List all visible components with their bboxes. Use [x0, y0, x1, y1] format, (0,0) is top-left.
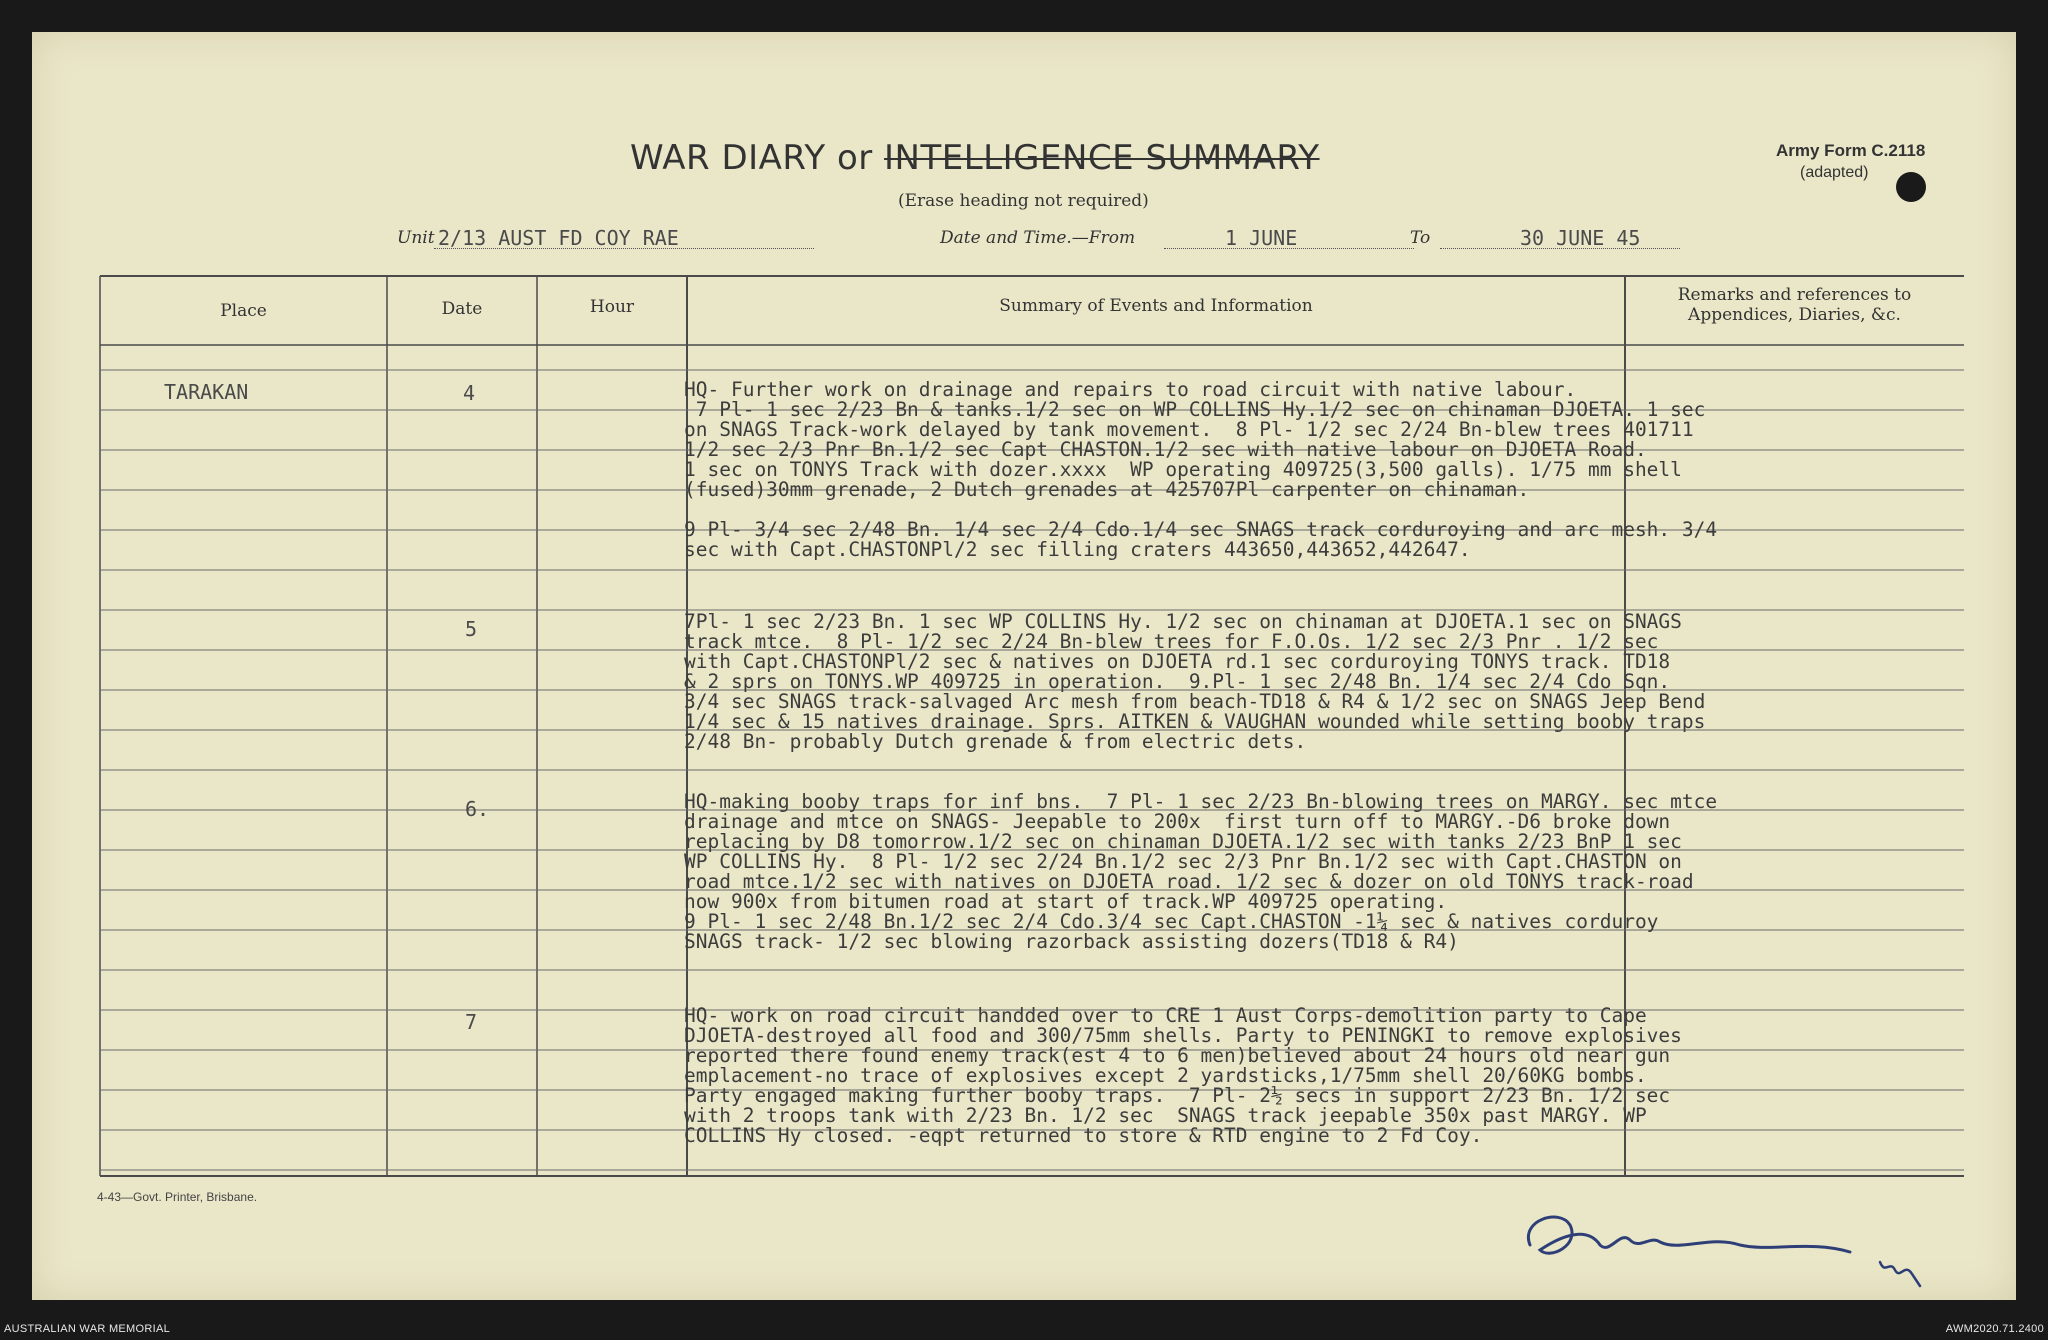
entry-line: 2/48 Bn- probably Dutch grenade & from electric dets. [684, 730, 1307, 753]
heading-note: (Erase heading not required) [898, 191, 1149, 211]
entry-line: WP COLLINS Hy. 8 Pl- 1/2 sec 2/24 Bn.1/2 sec 2/3 Pnr Bn.1/2 sec with Capt.CHASTON on [684, 850, 1682, 873]
entry-line: drainage and mtce on SNAGS- Jeepable to 200x first turn off to MARGY.-D6 broke down [684, 810, 1671, 833]
place-value: TARAKAN [164, 380, 249, 404]
entry-line: 3/4 sec SNAGS track-salvaged Arc mesh from beach-TD18 & R4 & 1/2 sec on SNAGS Jeep Bend [684, 690, 1706, 713]
entry-line: 9 Pl- 3/4 sec 2/48 Bn. 1/4 sec 2/4 Cdo.1/4 sec SNAGS track corduroying and arc mesh. 3/4 [684, 518, 1718, 541]
entry-line: 7Pl- 1 sec 2/23 Bn. 1 sec WP COLLINS Hy. 1/2 sec on chinaman at DJOETA.1 sec on SNAGS [684, 610, 1682, 633]
entry-line: sec with Capt.CHASTONPl/2 sec filling craters 443650,443652,442647. [684, 538, 1471, 561]
signature [1510, 1190, 1950, 1290]
entry-line: with Capt.CHASTONPl/2 sec & natives on DJOETA rd.1 sec corduroying TONYS track. TD18 [684, 650, 1671, 673]
entry-text [684, 612, 1994, 752]
entry-line: SNAGS track- 1/2 sec blowing razorback assisting dozers(TD18 & R4) [684, 930, 1459, 953]
to-label: To [1410, 228, 1431, 248]
entry-line: with 2 troops tank with 2/23 Bn. 1/2 sec SNAGS track jeepable 350x past MARGY. WP [684, 1104, 1647, 1127]
entry-line: reported there found enemy track(est 4 to 6 men)believed about 24 hours old near gun [684, 1044, 1671, 1067]
entry-line: now 900x from bitumen road at start of track.WP 409725 operating. [684, 890, 1448, 913]
entry-line [684, 500, 1994, 520]
archive-reference: AWM2020.71.2400 [1945, 1323, 2044, 1335]
col-place: Place [220, 301, 267, 321]
entry-line: DJOETA-destroyed all food and 300/75mm shells. Party to PENINGKI to remove explosives [684, 1024, 1682, 1047]
entry-line: HQ- Further work on drainage and repairs to road circuit with native labour. [684, 378, 1577, 401]
entry-date: 6. [465, 797, 490, 821]
entry-line: Party engaged making further booby traps. 7 Pl- 2½ secs in support 2/23 Bn. 1/2 sec [684, 1084, 1671, 1107]
entry-line: (fused)30mm grenade, 2 Dutch grenades at 425707Pl carpenter on chinaman. [684, 478, 1530, 501]
army-form-label: Army Form C.2118 [1776, 141, 1926, 160]
entry-line: replacing by D8 tomorrow.1/2 sec on chinaman DJOETA.1/2 sec with tanks 2/23 BnP 1 sec [684, 830, 1682, 853]
col-remarks-line2: Appendices, Diaries, &c. [1688, 305, 1901, 325]
col-summary: Summary of Events and Information [999, 296, 1313, 316]
printer-imprint: 4-43—Govt. Printer, Brisbane. [97, 1190, 258, 1204]
entry-line: COLLINS Hy closed. -eqpt returned to store & RTD engine to 2 Fd Coy. [684, 1124, 1483, 1147]
entry-line: HQ- work on road circuit handded over to CRE 1 Aust Corps-demolition party to Cape [684, 1004, 1647, 1027]
diary-heading [630, 138, 1320, 178]
col-hour: Hour [589, 297, 635, 317]
entry-line: & 2 sprs on TONYS.WP 409725 in operation. 9.Pl- 1 sec 2/48 Bn. 1/4 sec 2/4 Cdo Sqn. [684, 670, 1671, 693]
entry-line: 7 Pl- 1 sec 2/23 Bn & tanks.1/2 sec on WP COLLINS Hy.1/2 sec on chinaman DJOETA. 1 sec [684, 398, 1706, 421]
entry-text [684, 1006, 1994, 1146]
entry-line: 1/2 sec 2/3 Pnr Bn.1/2 sec Capt CHASTON.1/2 sec with native labour on DJOETA Road. [684, 438, 1647, 461]
entry-line: track mtce. 8 Pl- 1/2 sec 2/24 Bn-blew trees for F.O.Os. 1/2 sec 2/3 Pnr . 1/2 sec [684, 630, 1659, 653]
entry-line: road mtce.1/2 sec with natives on DJOETA road. 1/2 sec & dozer on old TONYS track-road [684, 870, 1694, 893]
unit-label: Unit [397, 228, 435, 248]
heading-war-diary: WAR DIARY or [630, 138, 885, 178]
entry-line: emplacement-no trace of explosives except 2 yardsticks,1/75mm shell 20/60KG bombs. [684, 1064, 1647, 1087]
heading-intelligence-summary: INTELLIGENCE SUMMARY [884, 138, 1320, 178]
unit-value: 2/13 AUST FD COY RAE [438, 226, 679, 250]
entry-line: HQ-making booby traps for inf bns. 7 Pl- 1 sec 2/23 Bn-blowing trees on MARGY. sec mtce [684, 790, 1718, 813]
entry-text [684, 380, 1994, 560]
entry-line: 1/4 sec & 15 natives drainage. Sprs. AITKEN & VAUGHAN wounded while setting booby traps [684, 710, 1706, 733]
to-value: 30 JUNE 45 [1520, 226, 1641, 250]
date-label: Date and Time.—From [940, 228, 1136, 248]
adapted-label: (adapted) [1800, 164, 1869, 181]
archive-caption: AUSTRALIAN WAR MEMORIAL [4, 1323, 171, 1335]
entry-date: 7 [465, 1010, 478, 1034]
entry-text [684, 792, 1994, 952]
entry-line: 1 sec on TONYS Track with dozer.xxxx WP operating 409725(3,500 galls). 1/75 mm shell [684, 458, 1682, 481]
punch-hole [1896, 172, 1926, 202]
from-value: 1 JUNE [1225, 226, 1298, 250]
entry-line: 9 Pl- 1 sec 2/48 Bn.1/2 sec 2/4 Cdo.3/4 sec Capt.CHASTON -1¼ sec & natives corduroy [684, 910, 1659, 933]
col-date: Date [441, 299, 483, 319]
entry-date: 4 [463, 381, 476, 405]
entry-date: 5 [465, 617, 478, 641]
entry-line: on SNAGS Track-work delayed by tank movement. 8 Pl- 1/2 sec 2/24 Bn-blew trees 401711 [684, 418, 1694, 441]
col-remarks-line1: Remarks and references to [1677, 285, 1912, 305]
col-remarks [1625, 285, 1964, 325]
